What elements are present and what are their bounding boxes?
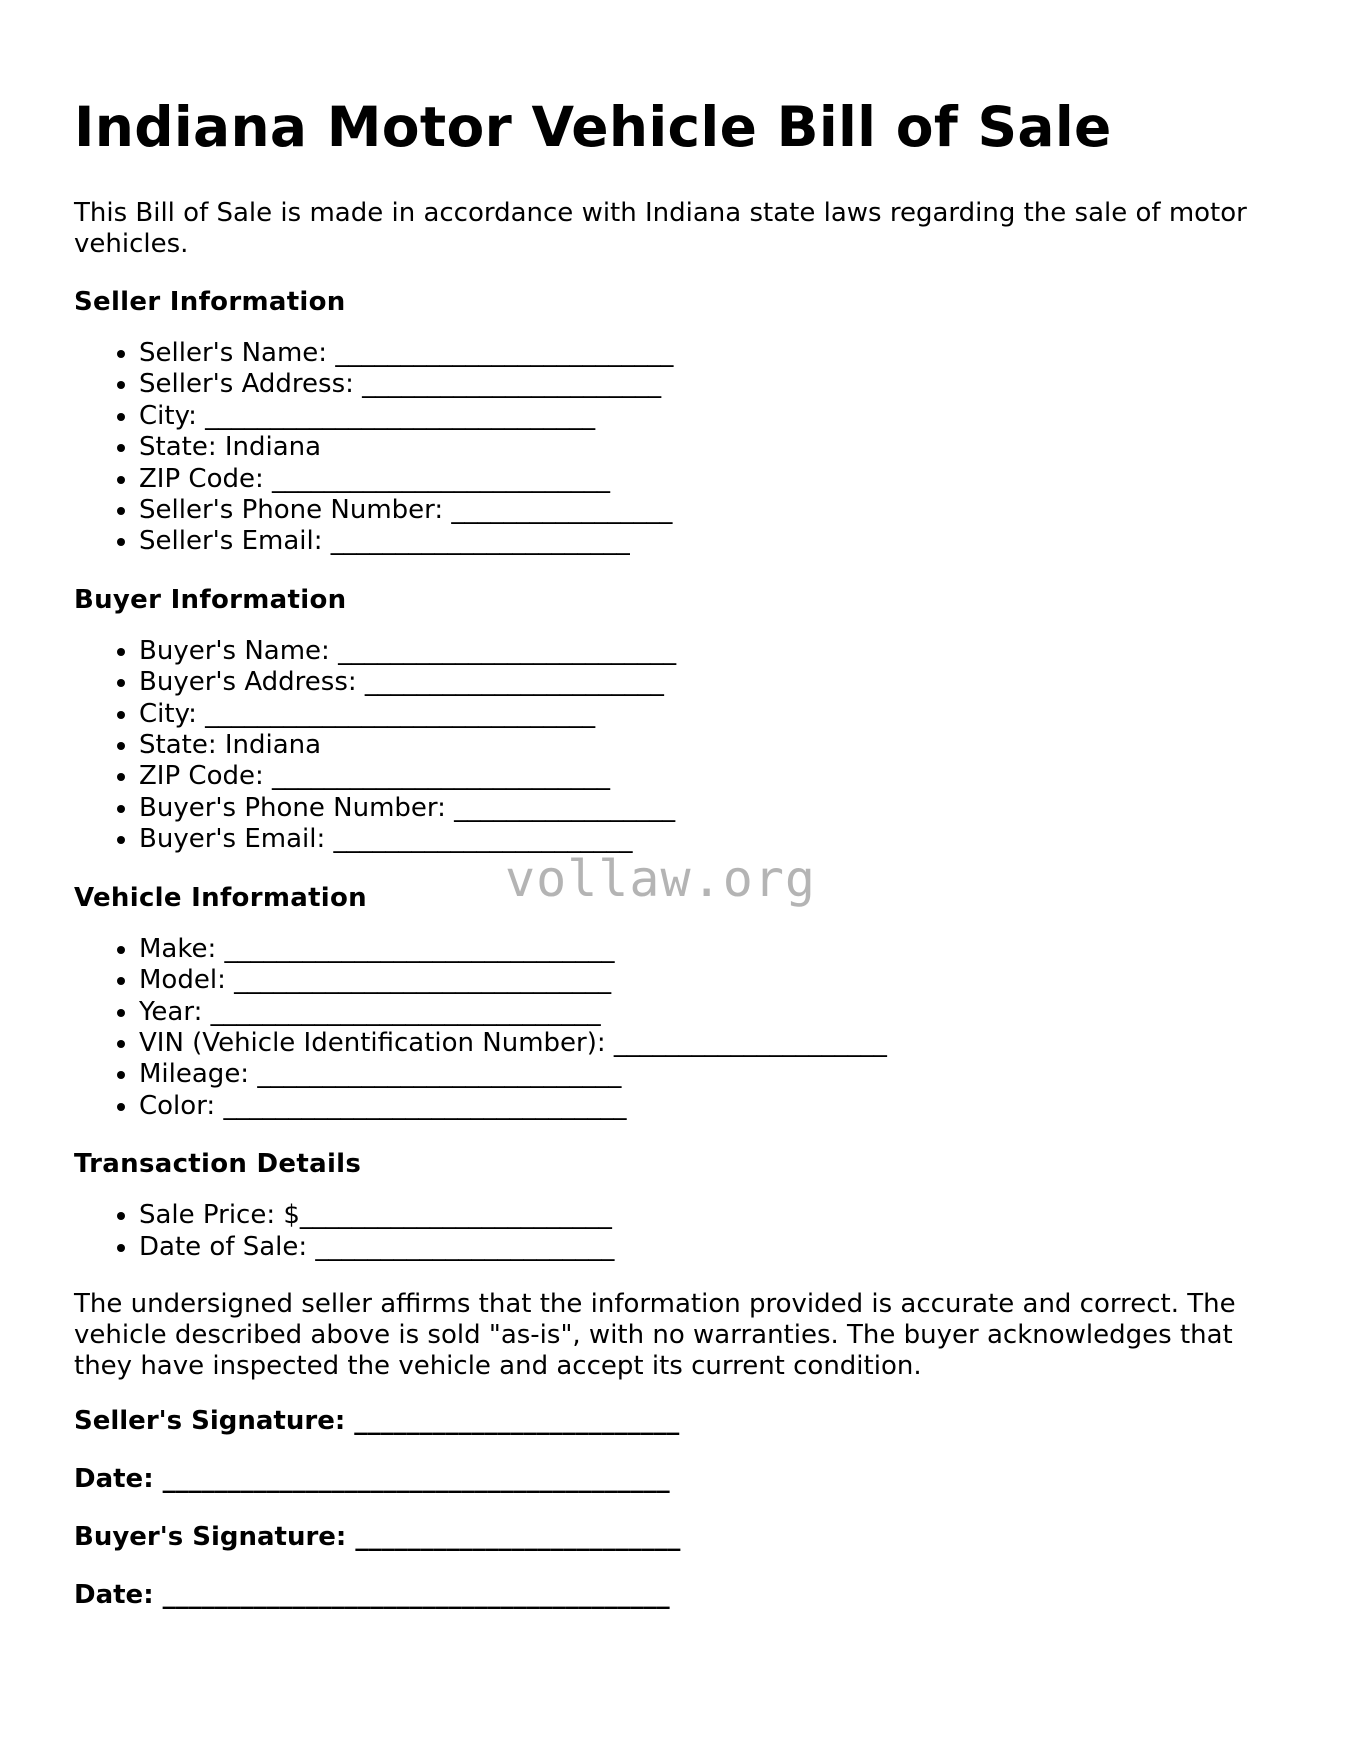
transaction-section-heading: Transaction Details: [74, 1149, 362, 1180]
sale-price-field: • Sale Price: $________________________: [139, 1200, 1274, 1231]
seller-name-field: • Seller's Name: __________________________: [139, 338, 1274, 369]
buyer-name-field: • Buyer's Name: __________________________: [139, 636, 1274, 667]
seller-field-list: [74, 338, 1274, 558]
sale-date-field: • Date of Sale: _______________________: [139, 1232, 1274, 1263]
seller-section-heading: Seller Information: [74, 287, 346, 317]
affirmation-paragraph: The undersigned seller affirms that the information provided is accurate and correct. The vehicle described above is sold "as-is", with no warranties. The buyer acknowledges that they have inspected the vehicle and accept its current condition.: [74, 1288, 1236, 1381]
buyer-phone-field: • Buyer's Phone Number: _________________: [139, 793, 1274, 824]
vehicle-make-field: • Make: ______________________________: [139, 934, 1274, 965]
seller-address-field: • Seller's Address: _______________________: [139, 369, 1274, 400]
seller-city-field: • City: ______________________________: [139, 401, 1274, 432]
vehicle-section-heading: Vehicle Information: [74, 882, 367, 913]
vehicle-year-field: • Year: ______________________________: [139, 997, 1274, 1028]
seller-signature-line: Seller's Signature: _________________________: [74, 1405, 680, 1436]
buyer-field-list: [74, 636, 1274, 856]
vehicle-color-field: • Color: _______________________________: [139, 1091, 1274, 1122]
watermark: vollaw.org: [505, 850, 817, 908]
intro-paragraph: This Bill of Sale is made in accordance with Indiana state laws regarding the sale of motor vehicles.: [74, 198, 1247, 259]
seller-zip-field: • ZIP Code: __________________________: [139, 464, 1274, 495]
buyer-date-line: Date: _______________________________________: [74, 1579, 670, 1610]
buyer-zip-field: • ZIP Code: __________________________: [139, 761, 1274, 792]
seller-date-line: Date: _______________________________________: [74, 1463, 670, 1494]
buyer-city-field: • City: ______________________________: [139, 699, 1274, 730]
document-title: Indiana Motor Vehicle Bill of Sale: [74, 95, 1112, 159]
seller-phone-field: • Seller's Phone Number: _________________: [139, 495, 1274, 526]
buyer-address-field: • Buyer's Address: _______________________: [139, 667, 1274, 698]
vehicle-model-field: • Model: _____________________________: [139, 965, 1274, 996]
buyer-email-field: • Buyer's Email: _______________________: [139, 824, 1274, 855]
seller-email-field: • Seller's Email: _______________________: [139, 526, 1274, 557]
buyer-state-field: • State: Indiana: [139, 730, 1274, 761]
vehicle-mileage-field: • Mileage: ____________________________: [139, 1059, 1274, 1090]
seller-state-field: • State: Indiana: [139, 432, 1274, 463]
buyer-signature-line: Buyer's Signature: _________________________: [74, 1521, 681, 1552]
transaction-field-list: [74, 1200, 1274, 1263]
buyer-section-heading: Buyer Information: [74, 584, 347, 615]
vehicle-field-list: [74, 934, 1274, 1122]
vehicle-vin-field: • VIN (Vehicle Identification Number): _____________________: [139, 1028, 1274, 1059]
